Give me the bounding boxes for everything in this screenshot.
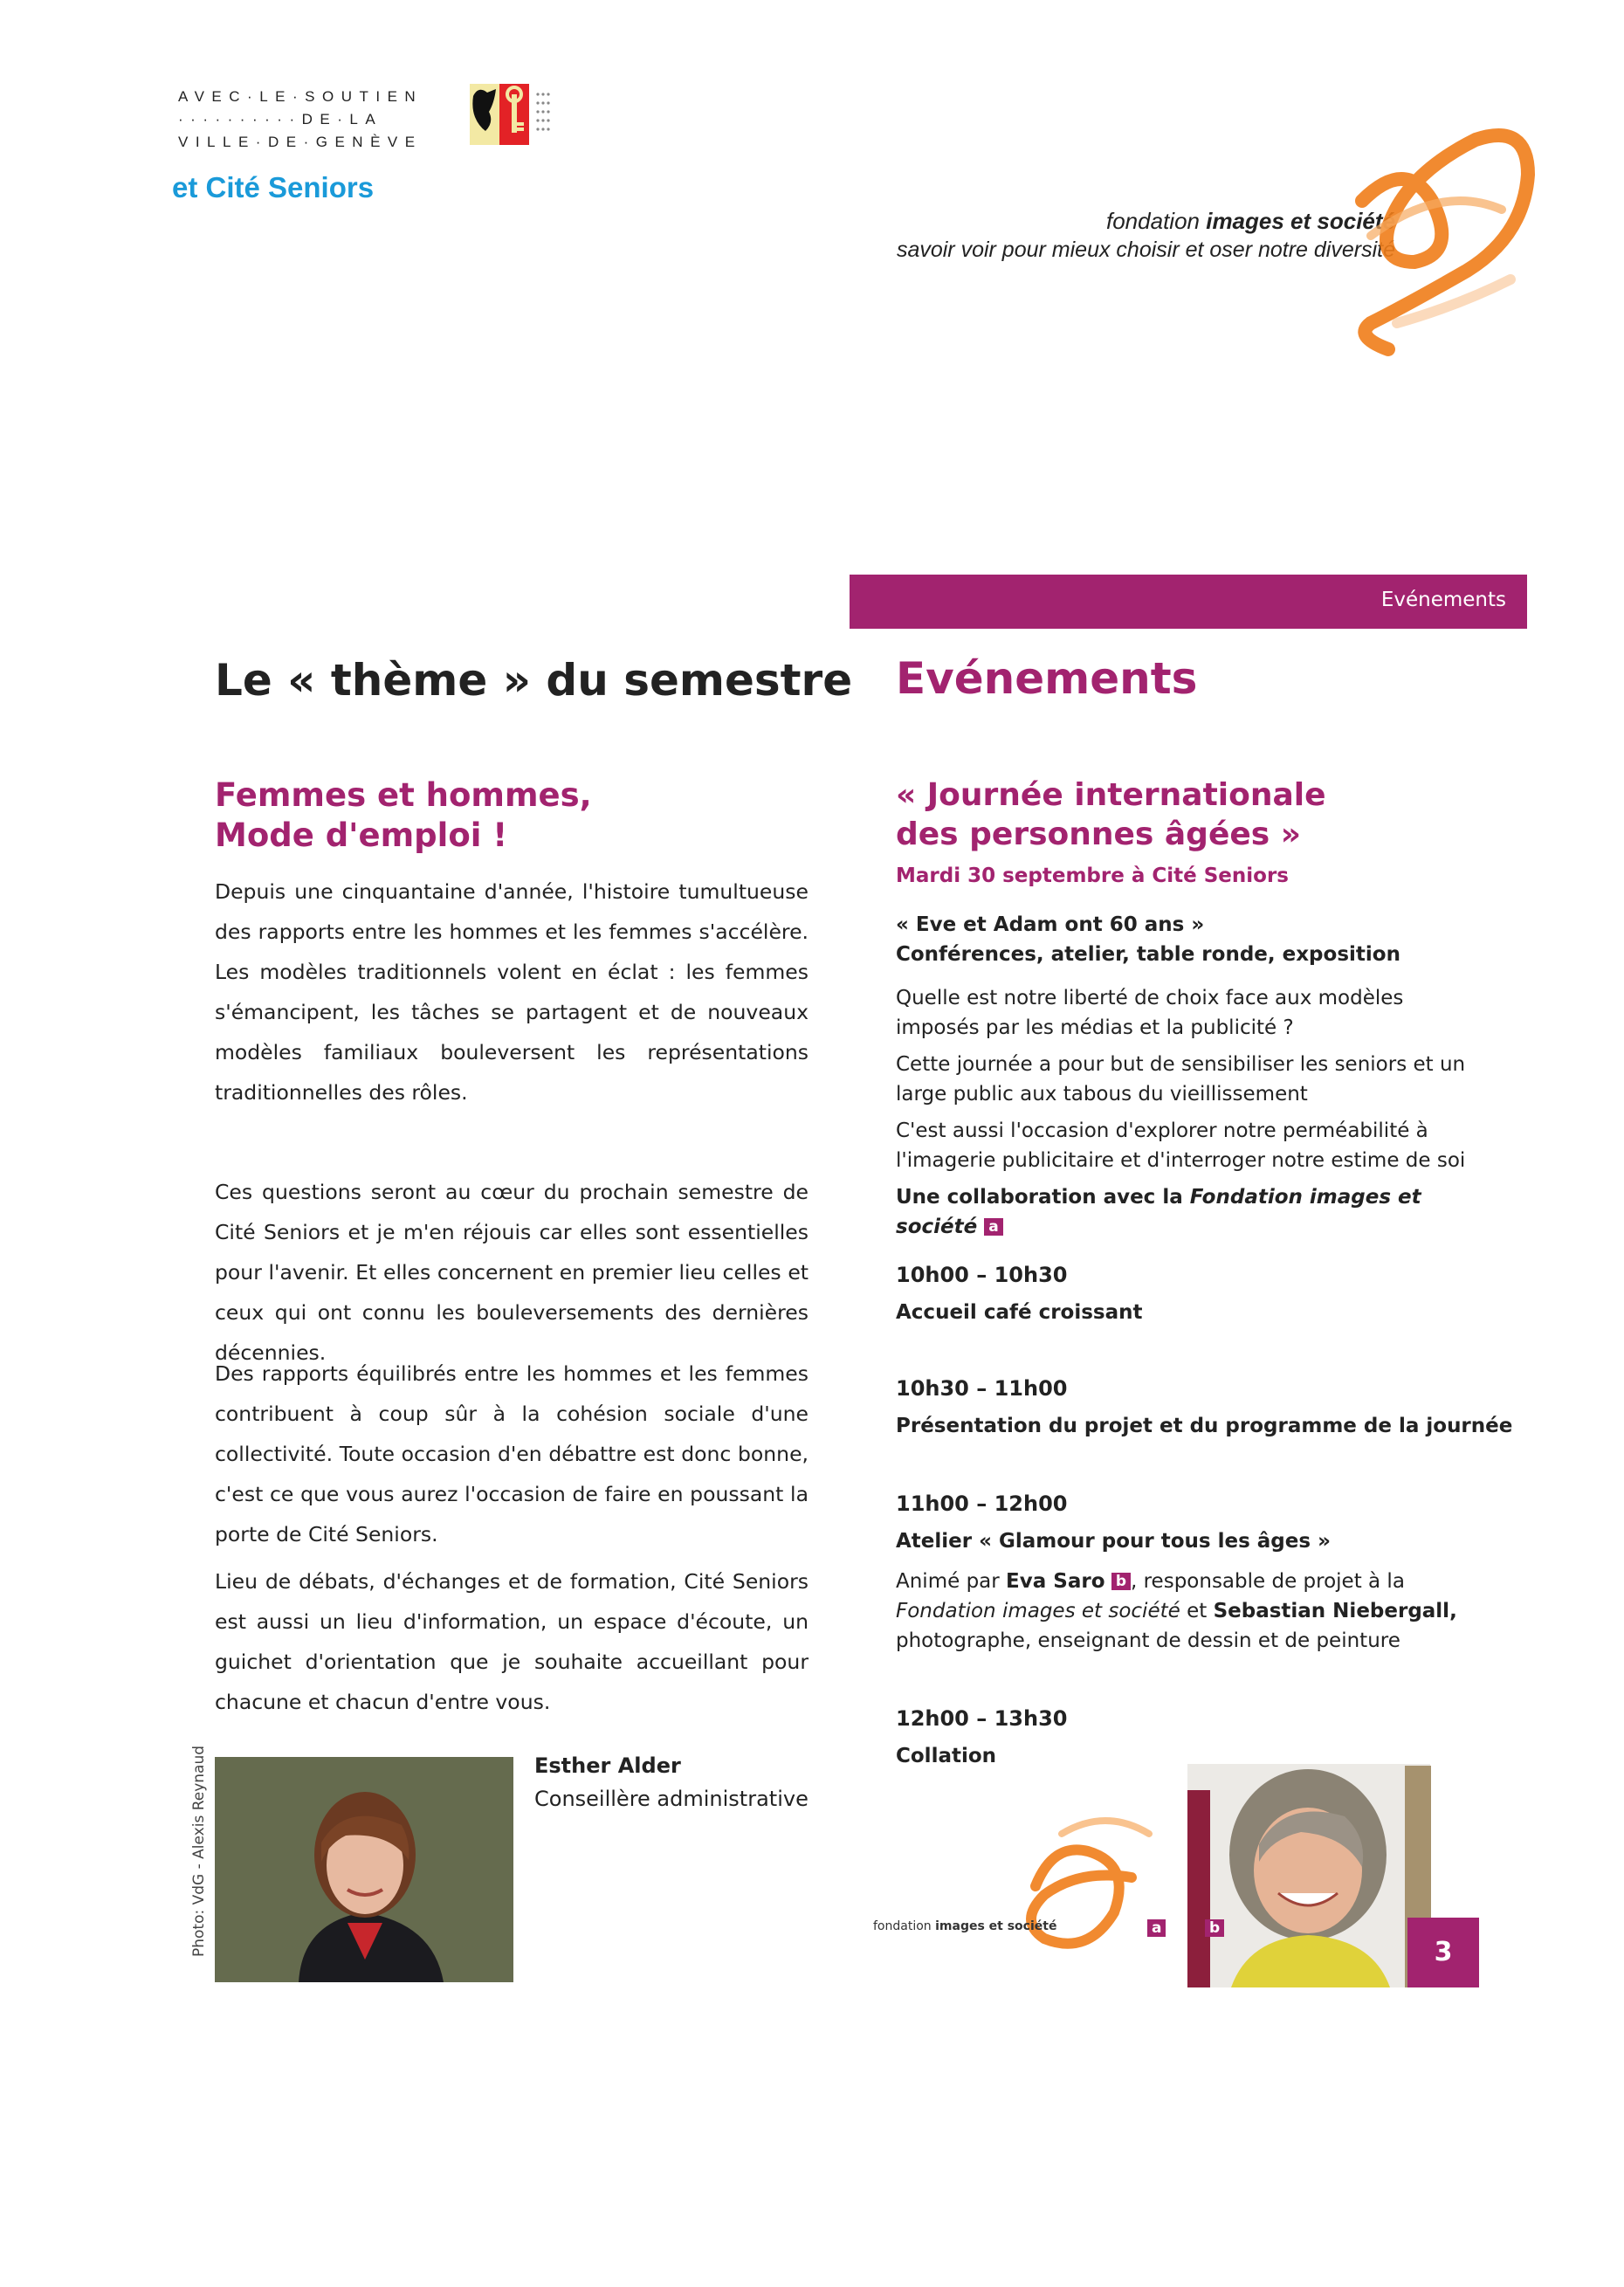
- sponsor-block: [178, 86, 466, 154]
- event-date: Mardi 30 septembre à Cité Seniors: [896, 865, 1289, 887]
- right-page-title: Evénements: [896, 653, 1198, 704]
- schedule-activity-1: Accueil café croissant: [896, 1301, 1143, 1324]
- signature-name: Esther Alder: [534, 1753, 681, 1778]
- sponsor-line-1: AVEC·LE·SOUTIEN: [178, 88, 423, 105]
- signature-role: Conseillère administrative: [534, 1787, 809, 1811]
- schedule-activity-4: Collation: [896, 1745, 997, 1767]
- left-paragraph-2: Ces questions seront au cœur du prochain semestre de Cité Seniors et je m'en réjouis car elles sont essentielles pour l'avenir. Et elles concernent en premier lieu celles et ceux qui ont connu les bouleversements des dernières décennies.: [215, 1180, 809, 1365]
- left-subtitle-line-1: Femmes et hommes,: [215, 776, 592, 814]
- atelier-description: [896, 1567, 1486, 1656]
- schedule-activity-3: Atelier « Glamour pour tous les âges »: [896, 1530, 1331, 1553]
- fondation-title: images et société: [1206, 208, 1395, 234]
- schedule-time-3: 11h00 – 12h00: [896, 1491, 1068, 1516]
- band-label: Evénements: [1380, 589, 1506, 611]
- section-band: [850, 575, 1527, 629]
- schedule-time-1: 10h00 – 10h30: [896, 1263, 1068, 1287]
- image-badge-b: b: [1205, 1919, 1224, 1937]
- page-number: 3: [1407, 1918, 1479, 1987]
- atelier-middle-2: et: [1187, 1600, 1208, 1622]
- fondation-slogan: savoir voir pour mieux choisir et oser notre diversité: [896, 238, 1395, 262]
- atelier-person-2: Sebastian Niebergall,: [1213, 1600, 1457, 1622]
- sponsor-line-3: VILLE·DE·GENÈVE: [178, 134, 423, 150]
- badge-b-label: b: [1111, 1573, 1131, 1590]
- schedule-activity-2: Présentation du projet et du programme de la journée: [896, 1415, 1513, 1437]
- eva-saro-portrait: [1187, 1764, 1430, 1987]
- fondation-prefix: fondation: [1106, 208, 1200, 234]
- left-paragraph-1: Depuis une cinquantaine d'année, l'histoire tumultueuse des rapports entre les hommes et les femmes s'accélère. Les modèles traditionnels volent en éclat : les femmes s'émancipent, les tâches se partagent et de nouveaux modèles familiaux bouleversent les représentations traditionnelles des rôles.: [215, 879, 809, 1105]
- left-paragraph-3: Des rapports équilibrés entre les hommes et les femmes contribuent à coup sûr à la cohésion sociale d'une collectivité. Toute occasion d'en débattre est donc bonne, c'est ce que vous aurez l'occasion de faire en poussant la porte de Cité Seniors.: [215, 1361, 809, 1546]
- schedule-time-2: 10h30 – 11h00: [896, 1376, 1068, 1401]
- atelier-person-1: Eva Saro: [1006, 1570, 1105, 1593]
- cite-seniors-line: et Cité Seniors: [172, 171, 375, 203]
- event-subtitle-line-2: Conférences, atelier, table ronde, exposition: [896, 943, 1400, 966]
- collaboration-line: [896, 1182, 1486, 1242]
- event-paragraph-1: Quelle est notre liberté de choix face aux modèles imposés par les médias et la publicité ?: [896, 987, 1404, 1039]
- left-paragraph-4: Lieu de débats, d'échanges et de formation, Cité Seniors est aussi un lieu d'information, un espace d'écoute, un guichet d'orientation que je souhaite accueillant pour chacune et chacun d'entre vous.: [215, 1569, 809, 1714]
- badge-a-label: a: [984, 1218, 1002, 1236]
- event-title-line-1: « Journée internationale: [896, 777, 1326, 813]
- collaboration-org: Fondation images et société: [896, 1186, 1421, 1238]
- event-paragraph-3: C'est aussi l'occasion d'explorer notre perméabilité à l'imagerie publicitaire et d'interroger notre estime de soi: [896, 1119, 1466, 1172]
- fondation-logo-name: images et société: [935, 1919, 1057, 1933]
- orange-ribbon-logo-icon: [1336, 105, 1545, 367]
- atelier-suffix: photographe, enseignant de dessin et de peinture: [896, 1629, 1400, 1652]
- esther-alder-portrait: [215, 1757, 513, 1982]
- geneva-coat-of-arms-icon: [470, 77, 566, 152]
- atelier-prefix: Animé par: [896, 1570, 1000, 1593]
- atelier-middle-1: , responsable de projet à la: [1130, 1570, 1405, 1593]
- event-title: [896, 775, 1524, 854]
- sponsor-line-2: ··········DE·LA: [178, 111, 383, 127]
- event-title-line-2: des personnes âgées »: [896, 816, 1301, 852]
- photo-credit: Photo: VdG - Alexis Reynaud: [190, 1745, 208, 1957]
- image-badge-a: a: [1147, 1919, 1166, 1937]
- event-subtitle: [896, 910, 1400, 969]
- left-subtitle-line-2: Mode d'emploi !: [215, 816, 508, 854]
- left-subtitle: [215, 775, 826, 856]
- left-page-title: Le « thème » du semestre: [215, 655, 853, 706]
- schedule-time-4: 12h00 – 13h30: [896, 1706, 1068, 1731]
- event-subtitle-line-1: « Eve et Adam ont 60 ans »: [896, 913, 1205, 936]
- fondation-logo-ribbon-icon: [870, 1781, 1175, 1987]
- fondation-logo-prefix: fondation: [873, 1919, 932, 1933]
- event-paragraph-2: Cette journée a pour but de sensibiliser les seniors et un large public aux tabous du vieillissement: [896, 1053, 1466, 1106]
- atelier-org: Fondation images et société: [896, 1600, 1180, 1622]
- collaboration-prefix: Une collaboration avec la: [896, 1186, 1183, 1209]
- fondation-logo-text: [873, 1919, 1056, 1933]
